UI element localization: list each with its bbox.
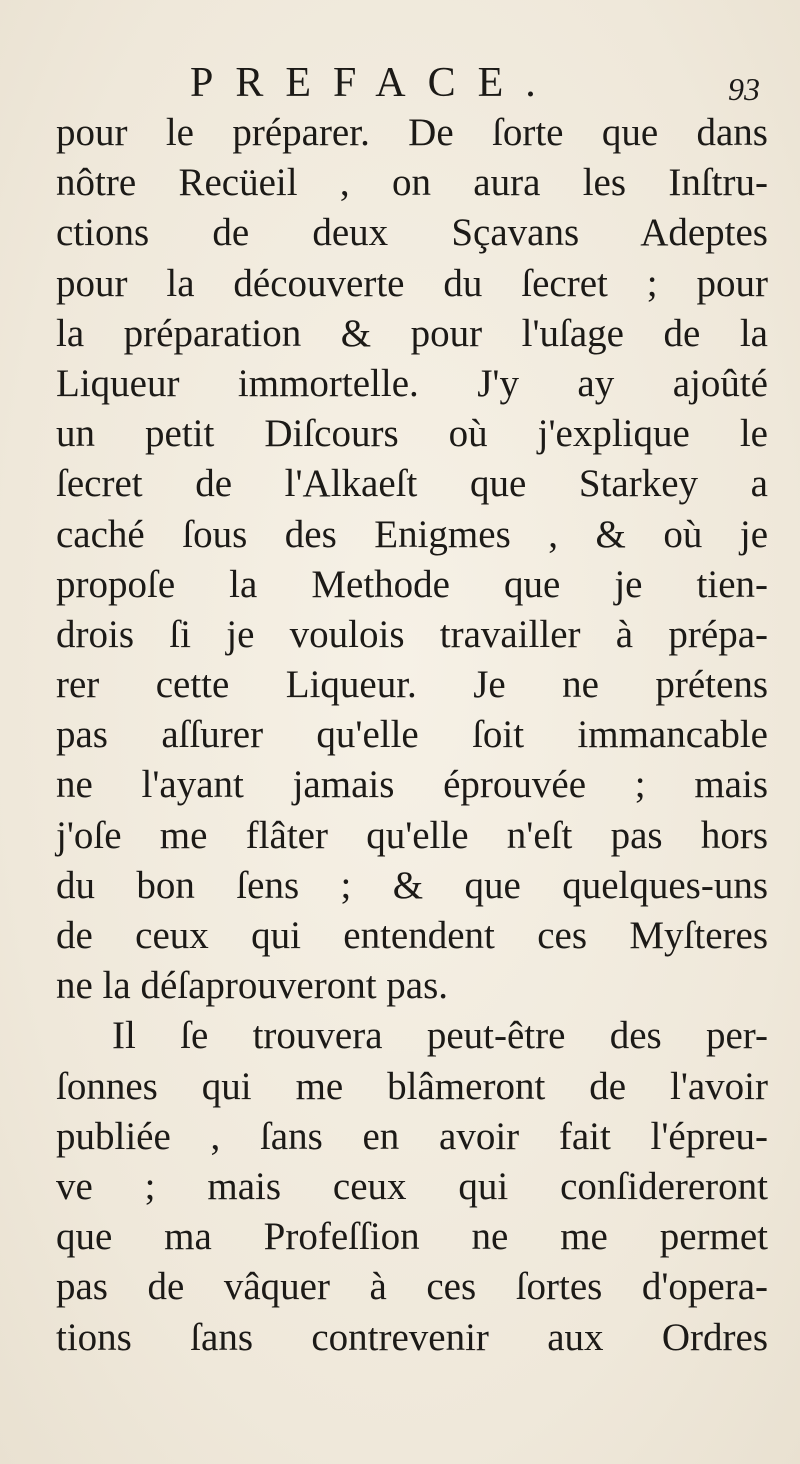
text-line: Liqueur immortelle. J'y ay ajoûté [56, 361, 768, 405]
text-line: ctions de deux Sçavans Adeptes [56, 211, 768, 255]
text-line: ne l'ayant jamais éprouvée ; mais [56, 763, 768, 807]
text-line: que ma Profeſſion ne me permet [56, 1215, 768, 1259]
text-line: pour le préparer. De ſorte que dans [56, 111, 768, 154]
text-line: pas aſſurer qu'elle ſoit immancable [56, 713, 768, 757]
text-line: pour la découverte du ſecret ; pour [56, 261, 768, 305]
text-line: j'oſe me flâter qu'elle n'eſt pas hors [56, 813, 768, 857]
body-text [56, 108, 768, 1363]
text-line: rer cette Liqueur. Je ne prétens [56, 663, 768, 707]
text-line: du bon ſens ; & que quelques-uns [56, 863, 768, 907]
text-line: ſonnes qui me blâmeront de l'avoir [56, 1064, 768, 1108]
text-line: pas de vâquer à ces ſortes d'opera- [56, 1265, 768, 1309]
text-line: la préparation & pour l'uſage de la [56, 311, 768, 355]
running-title: PREFACE. [190, 60, 558, 106]
text-line: nôtre Recüeil , on aura les Inſtru- [56, 161, 768, 205]
page-header [0, 58, 800, 108]
text-line: Il ſe trouvera peut-être des per- [112, 1014, 768, 1058]
text-line: drois ſi je voulois travailler à prépa- [56, 612, 768, 656]
text-line: tions ſans contrevenir aux Ordres [56, 1315, 768, 1359]
text-line: publiée , ſans en avoir fait l'épreu- [56, 1114, 768, 1158]
text-line: propoſe la Methode que je tien- [56, 562, 768, 606]
text-line: de ceux qui entendent ces Myſteres [56, 914, 768, 957]
text-line: ne la déſaprouveront pas. [56, 964, 449, 1008]
page-number: 93 [728, 71, 760, 107]
text-line: ſecret de l'Alkaeſt que Starkey a [56, 462, 768, 506]
text-line: caché ſous des Enigmes , & où je [56, 512, 768, 556]
text-line: ve ; mais ceux qui conſidereront [56, 1164, 768, 1208]
text-line: un petit Diſcours où j'explique le [56, 412, 768, 456]
